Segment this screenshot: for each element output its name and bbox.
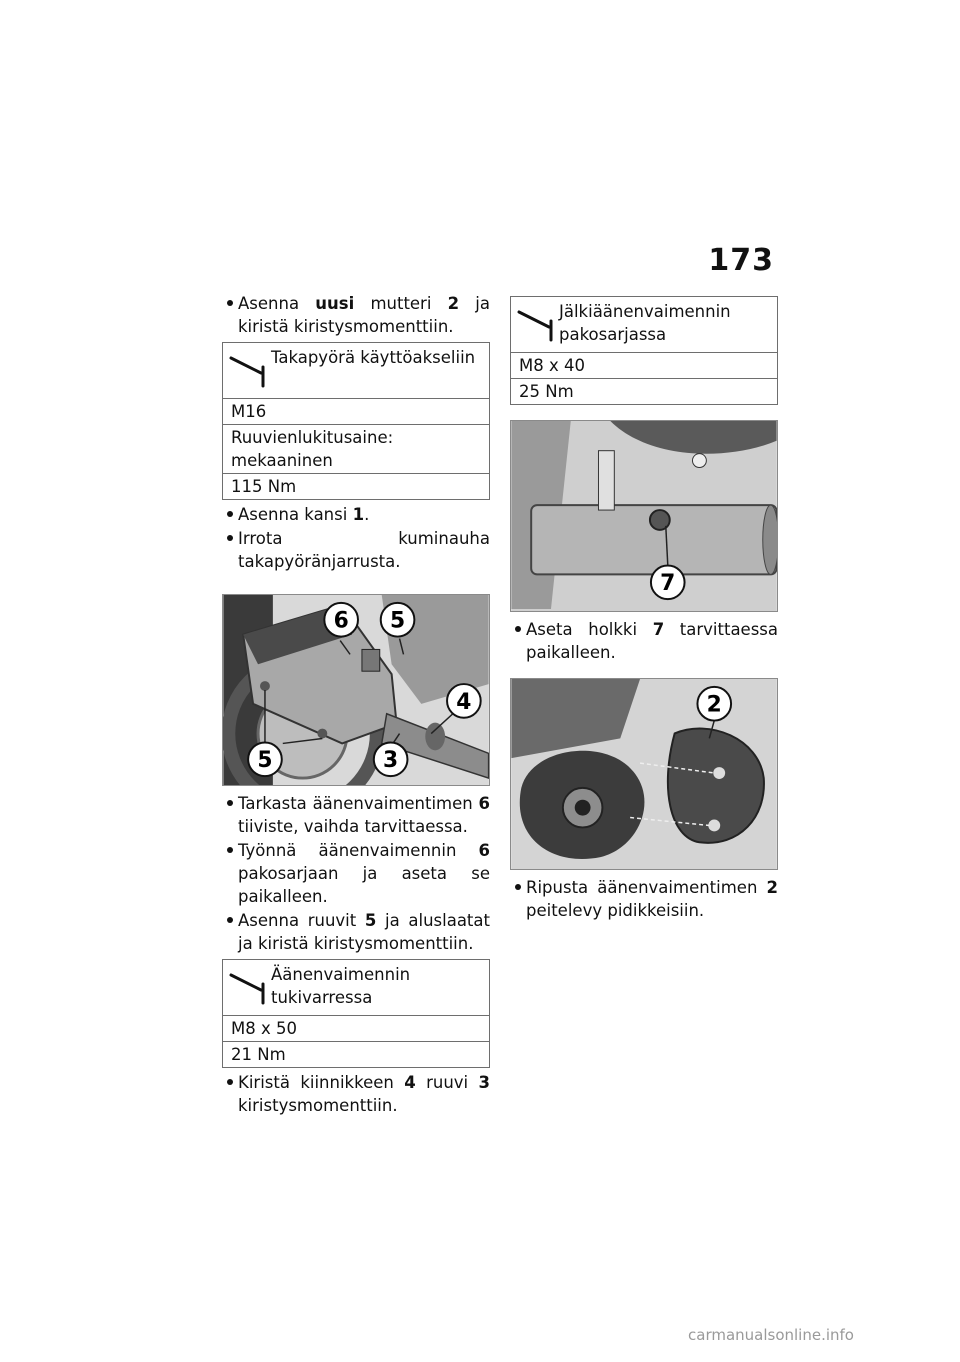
step-remove-rubber-strap: Irrota kuminauha takapyöränjarrusta. xyxy=(224,527,490,573)
step-install-cover: Asenna kansi 1. xyxy=(224,503,490,526)
spec-torque: 21 Nm xyxy=(231,1045,286,1064)
callout-3: 3 xyxy=(383,748,399,774)
spec-torque: 115 Nm xyxy=(231,477,297,496)
spec-thread: M8 x 50 xyxy=(223,1016,489,1042)
torque-spec-exhaust-manifold xyxy=(510,296,778,405)
step-push-silencer: Työnnä äänenvaimennin 6 pakosarjaan ja aseta se paikalleen. xyxy=(224,839,490,908)
spec-torque: 25 Nm xyxy=(519,382,574,401)
watermark-footer: carmanualsonline.info xyxy=(688,1326,854,1344)
step-install-nut: Asenna uusi mutteri 2 ja kiristä kiristysmomenttiin. xyxy=(224,292,490,338)
spec-title: Jälkiäänenvaimennin pakosarjassa xyxy=(559,302,731,344)
callout-2: 2 xyxy=(706,692,722,718)
callout-4: 4 xyxy=(456,689,472,715)
step-install-screws: Asenna ruuvit 5 ja aluslaatat ja kiristä kiristysmomenttiin. xyxy=(224,909,490,955)
torque-spec-support-arm xyxy=(222,959,490,1068)
step-place-sleeve: Aseta holkki 7 tarvittaessa paikalleen. xyxy=(512,618,778,664)
step-check-seal: Tarkasta äänenvaimentimen 6 tiiviste, vaihda tarvittaessa. xyxy=(224,792,490,838)
torque-wrench-icon xyxy=(229,355,269,389)
callout-7: 7 xyxy=(660,571,676,597)
step-tighten-bracket: Kiristä kiinnikkeen 4 ruuvi 3 kiristysmomenttiin. xyxy=(224,1071,490,1117)
spec-threadlock: Ruuvienlukitusaine: mekaaninen xyxy=(223,425,489,474)
spec-title: Äänenvaimennin tukivarressa xyxy=(271,965,411,1007)
callout-5a: 5 xyxy=(389,608,406,634)
spec-thread: M16 xyxy=(223,399,489,425)
torque-wrench-icon xyxy=(229,972,269,1006)
page-number: 173 xyxy=(708,243,774,278)
cover-plate-photo xyxy=(510,678,778,870)
spec-title: Takapyörä käyttöakseliin xyxy=(271,348,476,367)
exhaust-silencer-photo xyxy=(222,594,490,786)
step-hang-cover-plate: Ripusta äänenvaimentimen 2 peitelevy pidikkeisiin. xyxy=(512,876,778,922)
callout-5b: 5 xyxy=(257,748,273,774)
left-column xyxy=(224,292,490,1118)
torque-wrench-icon xyxy=(517,309,557,343)
right-column xyxy=(512,296,778,923)
callout-6: 6 xyxy=(333,608,349,634)
sleeve-photo xyxy=(510,420,778,612)
spec-thread: M8 x 40 xyxy=(511,353,777,379)
torque-spec-rear-axle xyxy=(222,342,490,500)
